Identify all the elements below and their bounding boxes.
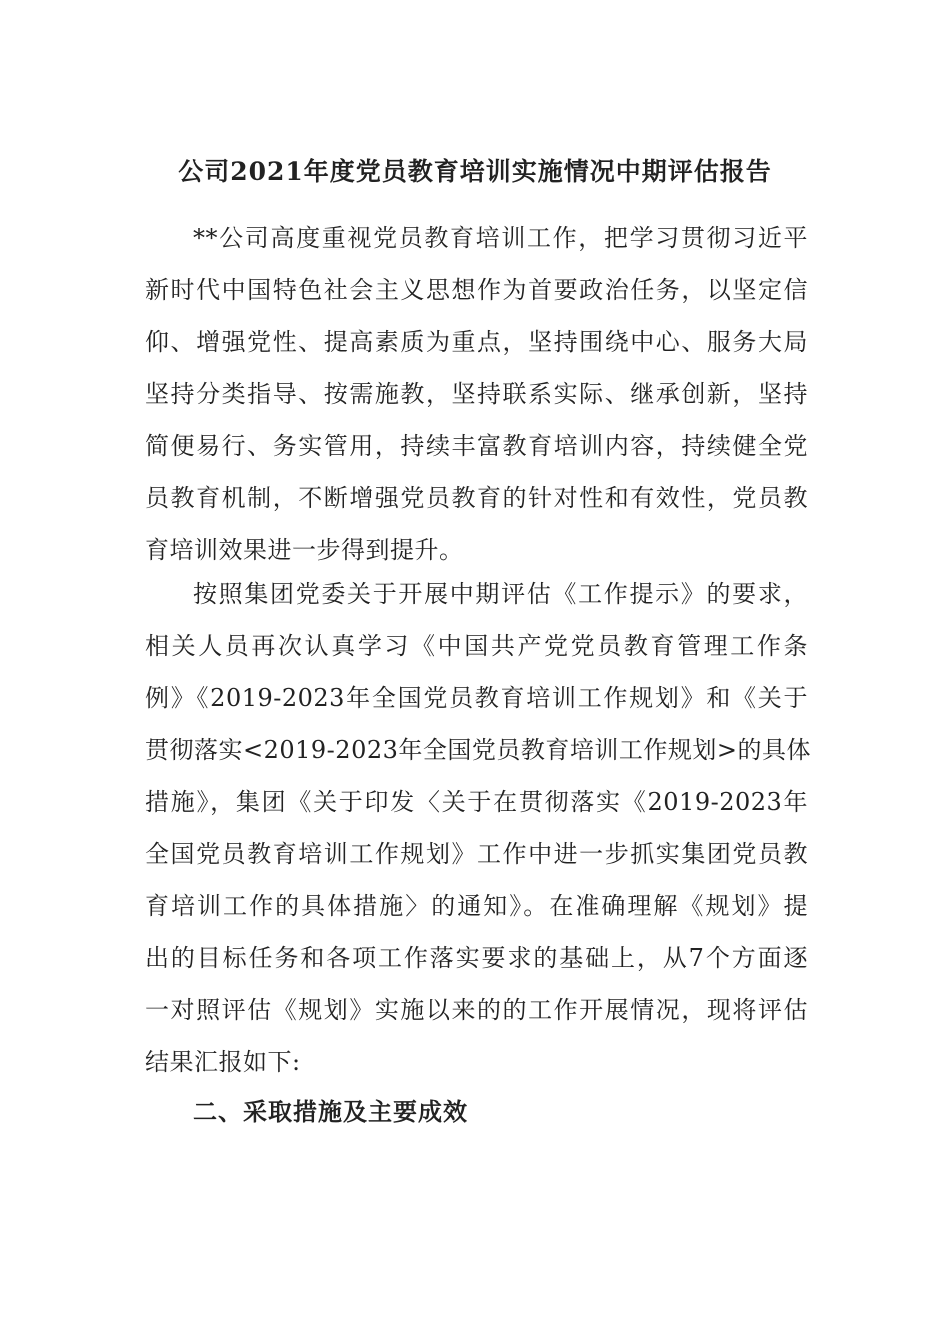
paragraph-line: 员教育机制，不断增强党员教育的针对性和有效性，党员教	[145, 484, 808, 512]
paragraph-line: **公司高度重视党员教育培训工作，把学习贯彻习近平	[193, 224, 808, 252]
paragraph-line: 贯彻落实<2019-2023年全国党员教育培训工作规划>的具体	[145, 736, 811, 764]
paragraph-line: 仰、增强党性、提高素质为重点，坚持围绕中心、服务大局	[145, 328, 808, 356]
paragraph-line: 简便易行、务实管用，持续丰富教育培训内容，持续健全党	[145, 432, 808, 460]
paragraph-line: 坚持分类指导、按需施教，坚持联系实际、继承创新，坚持	[145, 380, 808, 408]
document-title: 公司2021年度党员教育培训实施情况中期评估报告	[178, 157, 772, 186]
paragraph-line: 出的目标任务和各项工作落实要求的基础上，从7个方面逐	[145, 944, 808, 972]
paragraph-line: 育培训效果进一步得到提升。	[145, 536, 464, 564]
paragraph-line: 新时代中国特色社会主义思想作为首要政治任务，以坚定信	[145, 276, 808, 304]
section-heading: 二、采取措施及主要成效	[193, 1097, 468, 1126]
paragraph-line: 例》《2019-2023年全国党员教育培训工作规划》和《关于	[145, 684, 808, 712]
paragraph-line: 按照集团党委关于开展中期评估《工作提示》的要求，	[193, 580, 808, 608]
paragraph-line: 措施》，集团《关于印发〈关于在贯彻落实《2019-2023年	[145, 788, 808, 816]
paragraph-line: 结果汇报如下:	[145, 1048, 301, 1076]
paragraph-line: 育培训工作的具体措施〉的通知》。在准确理解《规划》提	[145, 892, 808, 920]
paragraph-line: 全国党员教育培训工作规划》工作中进一步抓实集团党员教	[145, 840, 808, 868]
paragraph-intro	[145, 212, 808, 576]
paragraph-line: 相关人员再次认真学习《中国共产党党员教育管理工作条	[145, 632, 808, 660]
paragraph-evaluation	[145, 568, 811, 1088]
paragraph-line: 一对照评估《规划》实施以来的的工作开展情况，现将评估	[145, 996, 808, 1024]
